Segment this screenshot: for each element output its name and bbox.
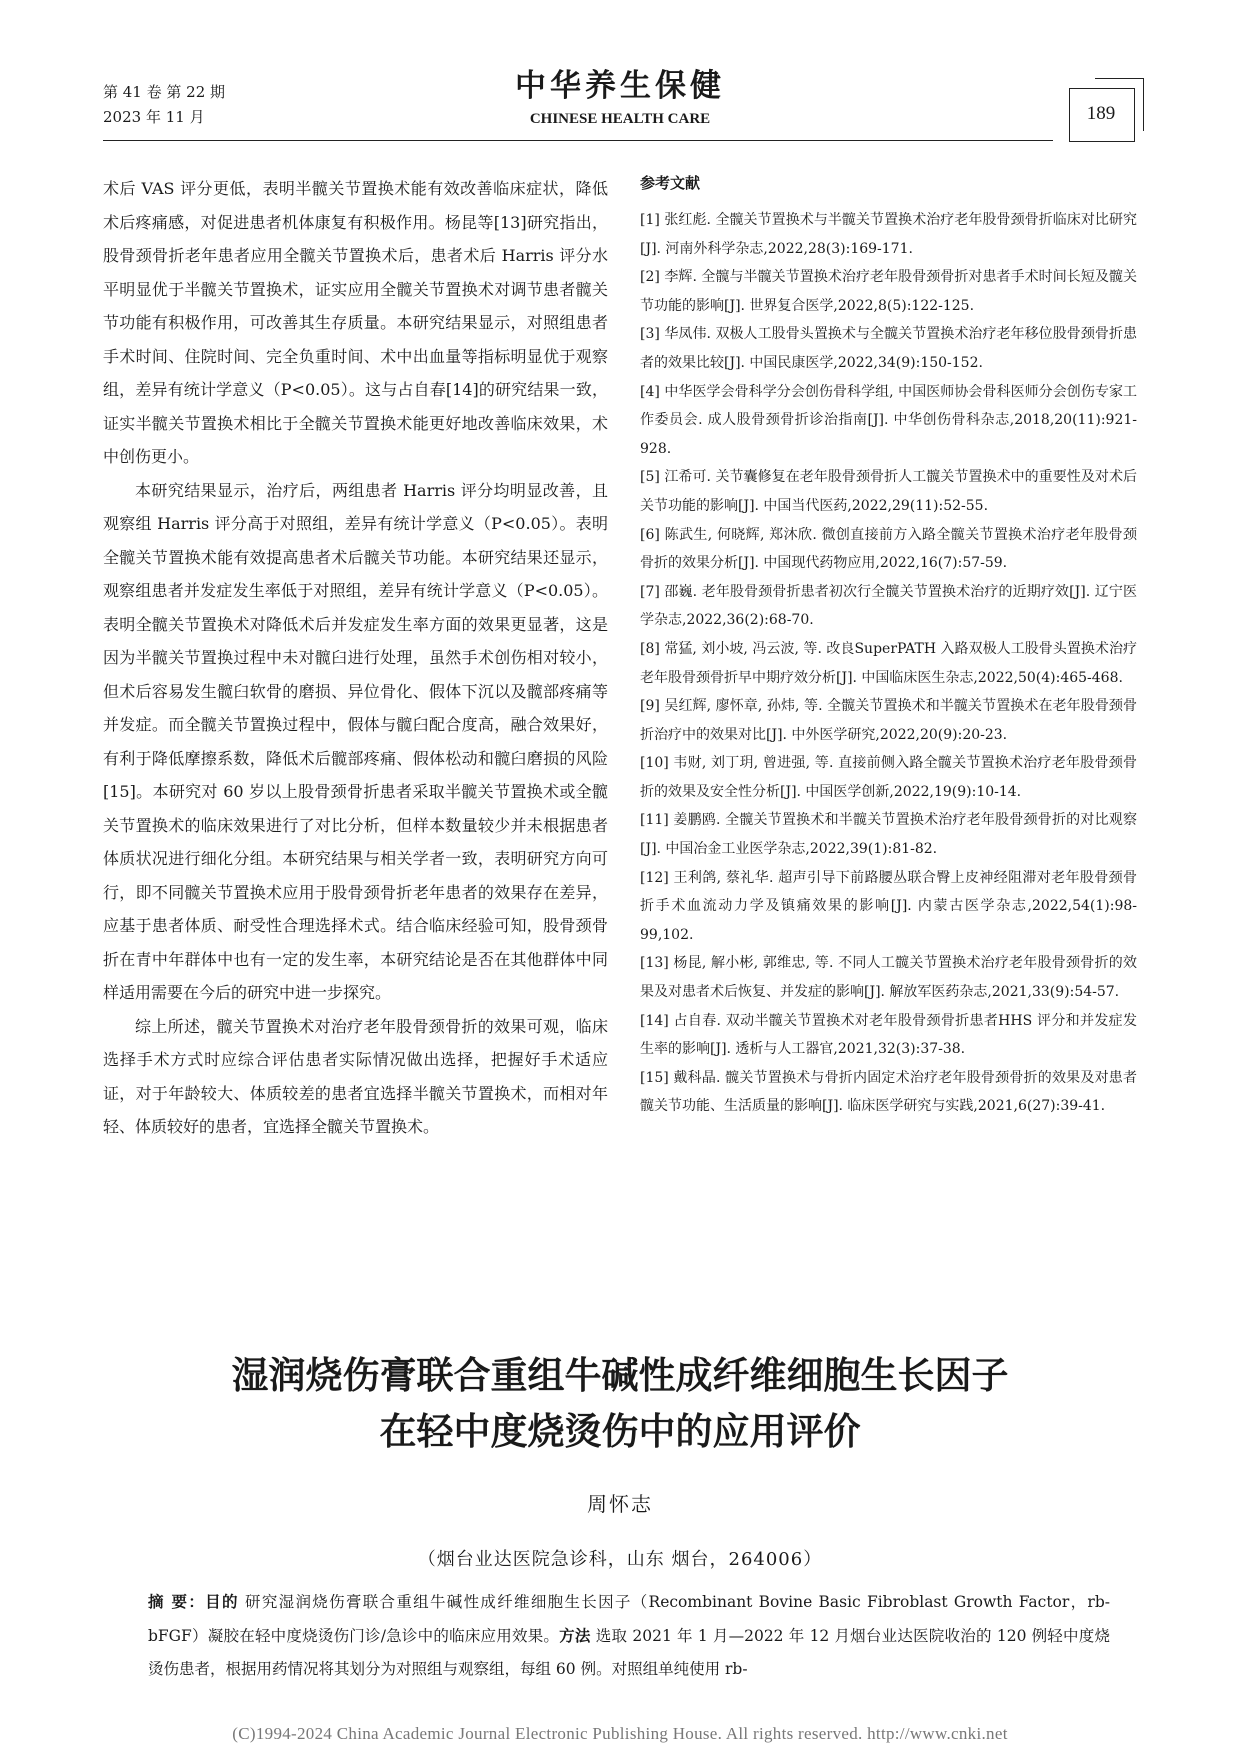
abstract-label: 摘 要： [148, 1592, 206, 1611]
reference-item: [11] 姜鹏鸥. 全髋关节置换术和半髋关节置换术治疗老年股骨颈骨折的对比观察[J]. 中国冶金工业医学杂志,2022,39(1):81-82. [640, 812, 1137, 858]
reference-item: [7] 邵巍. 老年股骨颈骨折患者初次行全髋关节置换术治疗的近期疗效[J]. 辽宁医学杂志,2022,36(2):68-70. [640, 583, 1137, 629]
reference-item: [12] 王利鸽, 蔡礼华. 超声引导下前路腰丛联合臀上皮神经阻滞对老年股骨颈骨折手术血流动力学及镇痛效果的影响[J]. 内蒙古医学杂志,2022,54(1):98-99,102. [640, 869, 1137, 943]
reference-item: [1] 张红彪. 全髋关节置换术与半髋关节置换术治疗老年股骨颈骨折临床对比研究[J]. 河南外科学杂志,2022,28(3):169-171. [640, 212, 1137, 257]
reference-item: [3] 华凤伟. 双极人工股骨头置换术与全髋关节置换术治疗老年移位股骨颈骨折患者的效果比较[J]. 中国民康医学,2022,34(9):150-152. [640, 326, 1137, 371]
article-author: 周怀志 [587, 1492, 653, 1516]
copyright-footer: (C)1994-2024 China Academic Journal Electronic Publishing House. All rights reserved. http://www.cnki.net [232, 1724, 1008, 1743]
reference-item: [4] 中华医学会骨科学分会创伤骨科学组, 中国医师协会骨科医师分会创伤专家工作委员会. 成人股骨颈骨折诊治指南[J]. 中华创伤骨科杂志,2018,20(11):921-928. [640, 383, 1137, 457]
reference-item: [5] 江希可. 关节囊修复在老年股骨颈骨折人工髋关节置换术中的重要性及对术后关节功能的影响[J]. 中国当代医药,2022,29(11):52-55. [640, 469, 1137, 514]
journal-masthead [0, 66, 1240, 130]
body-paragraph: 综上所述，髋关节置换术对治疗老年股骨颈骨折的效果可观，临床选择手术方式时应综合评估患者实际情况做出选择，把握好手术适应证，对于年龄较大、体质较差的患者宜选择半髋关节置换术，而相对年轻、体质较好的患者，宜选择全髋关节置换术。 [103, 1016, 608, 1136]
references-section [640, 172, 1137, 1121]
reference-item: [8] 常猛, 刘小坡, 冯云波, 等. 改良SuperPATH 入路双极人工股骨头置换术治疗老年股骨颈骨折早中期疗效分析[J]. 中国临床医生杂志,2022,50(4):465-468. [640, 640, 1137, 686]
reference-item: [15] 戴科晶. 髋关节置换术与骨折内固定术治疗老年股骨颈骨折的效果及对患者髋关节功能、生活质量的影响[J]. 临床医学研究与实践,2021,6(27):39-41. [640, 1069, 1137, 1115]
reference-item: [14] 占自春. 双动半髋关节置换术对老年股骨颈骨折患者HHS 评分和并发症发生率的影响[J]. 透析与人工器官,2021,32(3):37-38. [640, 1012, 1137, 1058]
reference-item: [13] 杨昆, 解小彬, 郭维忠, 等. 不同人工髋关节置换术治疗老年股骨颈骨折的效果及对患者术后恢复、并发症的影响[J]. 解放军医药杂志,2021,33(9):54-57. [640, 955, 1137, 1001]
page-number: 189 [1086, 103, 1116, 124]
issue-date: 2023 年 11 月 [103, 108, 205, 126]
body-paragraph: 本研究结果显示，治疗后，两组患者 Harris 评分均明显改善，且观察组 Harris 评分高于对照组，差异有统计学意义（P<0.05）。表明全髋关节置换术能有效提高患者术后髋关节功能。本研究结果还显示，观察组患者并发症发生率低于对照组，差异有统计学意义（P<0.05）。表明全髋关节置换术对降低术后并发症发生率方面的效果更显著，这是因为半髋关节置换过程中未对髋臼进行处理，虽然手术创伤相对较小，但术后容易发生髋臼软骨的磨损、异位骨化、假体下沉以及髋部疼痛等并发症。而全髋关节置换过程中，假体与髋臼配合度高，融合效果好，有利于降低摩擦系数，降低术后髋部疼痛、假体松动和髋臼磨损的风险[15]。本研究对 60 岁以上股骨颈骨折患者采取半髋关节置换术或全髋关节置换术的临床效果进行了对比分析，但样本数量较少并未根据患者体质状况进行细化分组。本研究结果与相关学者一致，表明研究方向可行，即不同髋关节置换术应用于股骨颈骨折老年患者的效果存在差异，应基于患者体质、耐受性合理选择术式。结合临床经验可知，股骨颈骨折在青中年群体中也有一定的发生率，本研究结论是否在其他群体中同样适用需要在今后的研究中进一步探究。 [103, 480, 608, 1002]
objective-text: 研究湿润烧伤膏联合重组牛碱性成纤维细胞生长因子（Recombinant Bovine Basic Fibroblast Growth Factor，rb-bFGF）凝胶在轻中度烧烫伤门诊/急诊中的临床应用效果。 [148, 1593, 1110, 1645]
reference-item: [9] 吴红辉, 廖怀章, 孙炜, 等. 全髋关节置换术和半髋关节置换术在老年股骨颈骨折治疗中的效果对比[J]. 中外医学研究,2022,20(9):20-23. [640, 698, 1137, 743]
article-title-line: 湿润烧伤膏联合重组牛碱性成纤维细胞生长因子 [231, 1354, 1009, 1397]
methods-label: 方法 [559, 1626, 591, 1645]
left-column-body [103, 172, 608, 1144]
methods-text: 选取 2021 年 1 月—2022 年 12 月烟台业达医院收治的 120 例轻中度烧烫伤患者，根据用药情况将其划分为对照组与观察组，每组 60 例。对照组单纯使用 rb- [148, 1627, 1110, 1678]
header-divider [103, 140, 1053, 141]
objective-label: 目的 [205, 1592, 239, 1611]
reference-item: [10] 韦财, 刘丁玥, 曾进强, 等. 直接前侧入路全髋关节置换术治疗老年股骨颈骨折的效果及安全性分析[J]. 中国医学创新,2022,19(9):10-14. [640, 755, 1137, 800]
article-title [0, 1348, 1240, 1460]
reference-item: [2] 李辉. 全髋与半髋关节置换术治疗老年股骨颈骨折对患者手术时间长短及髋关节功能的影响[J]. 世界复合医学,2022,8(5):122-125. [640, 269, 1137, 314]
references-heading: 参考文献 [640, 174, 701, 192]
article-title-line: 在轻中度烧烫伤中的应用评价 [379, 1410, 861, 1453]
author-affiliation: （烟台业达医院急诊科，山东 烟台，264006） [417, 1549, 823, 1570]
reference-item: [6] 陈武生, 何晓辉, 郑沐欣. 微创直接前方入路全髋关节置换术治疗老年股骨颈骨折的效果分析[J]. 中国现代药物应用,2022,16(7):57-59. [640, 526, 1137, 572]
article-abstract [148, 1585, 1110, 1686]
journal-title-cn: 中华养生保健 [515, 68, 725, 104]
volume-issue: 第 41 卷 第 22 期 [103, 83, 226, 101]
body-paragraph: 术后 VAS 评分更低，表明半髋关节置换术能有效改善临床症状，降低术后疼痛感，对促进患者机体康复有积极作用。杨昆等[13]研究指出，股骨颈骨折老年患者应用全髋关节置换术后，患者术后 Harris 评分水平明显优于半髋关节置换术，证实应用全髋关节置换术对调节患者髋关节功能有积极作用，可改善其生存质量。本研究结果显示，对照组患者手术时间、住院时间、完全负重时间、术中出血量等指标明显优于观察组，差异有统计学意义（P<0.05）。这与占自春[14]的研究结果一致，证实半髋关节置换术相比于全髋关节置换术能更好地改善临床效果，术中创伤更小。 [103, 179, 608, 466]
journal-title-en: CHINESE HEALTH CARE [529, 111, 711, 127]
